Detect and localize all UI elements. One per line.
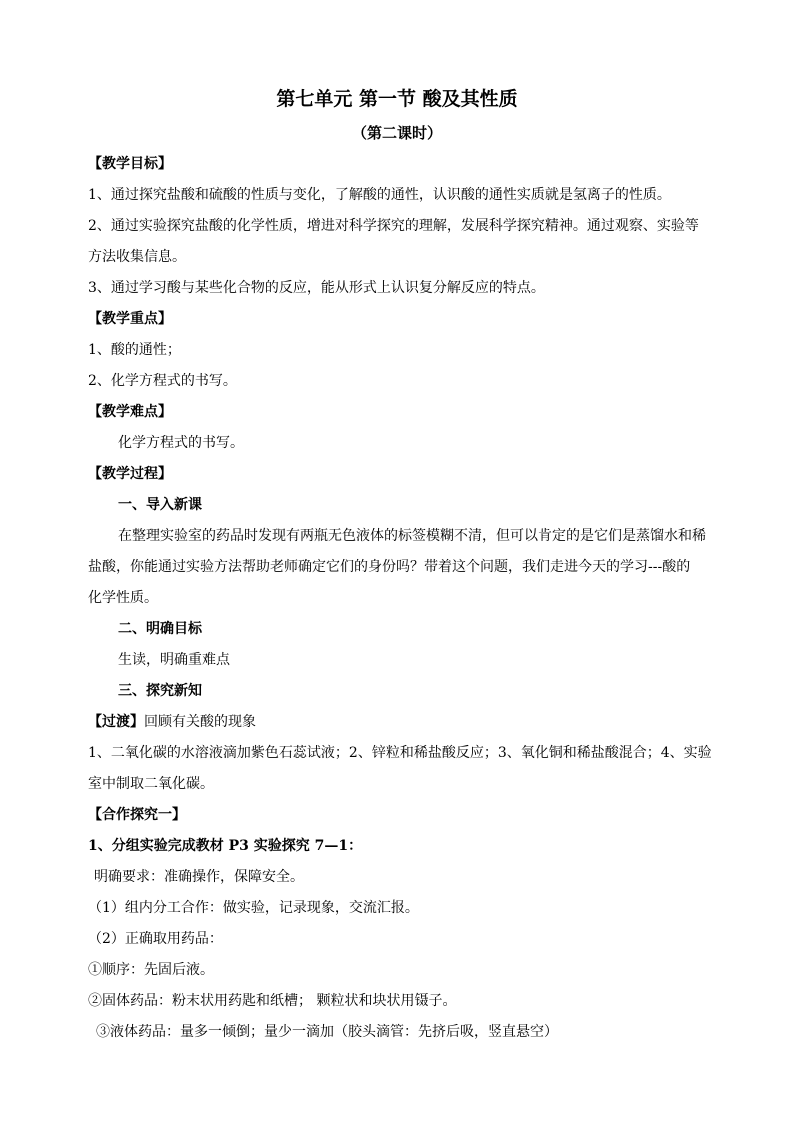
page-title: 第七单元 第一节 酸及其性质	[276, 88, 518, 110]
review-line-2: 室中制取二氧化碳。	[88, 776, 214, 792]
process-heading: 【教学过程】	[88, 466, 172, 482]
coop-heading: 【合作探究一】	[88, 807, 186, 823]
goals-heading: 【教学目标】	[88, 156, 172, 172]
goal-item-2: 2、通过实验探究盐酸的化学性质，增进对科学探究的理解，发展科学探究精神。通过观察、实验等	[88, 218, 699, 234]
key-point-1: 1、酸的通性；	[88, 342, 181, 358]
page-subtitle: （第二课时）	[351, 124, 442, 142]
intro-line-3: 化学性质。	[88, 590, 158, 606]
coop-requirement: 明确要求：准确操作，保障安全。	[94, 869, 304, 885]
transition-label: 【过渡】	[88, 714, 144, 730]
goal-section-text: 生读，明确重难点	[118, 652, 230, 668]
difficulties-heading: 【教学难点】	[88, 404, 172, 420]
goal-item-1: 1、通过探究盐酸和硫酸的性质与变化，了解酸的通性，认识酸的通性实质就是氢离子的性质。	[88, 187, 671, 203]
coop-step-1: （1）组内分工合作：做实验，记录现象，交流汇报。	[88, 900, 419, 916]
review-line-1: 1、二氧化碳的水溶液滴加紫色石蕊试液；2、锌粒和稀盐酸反应；3、氧化铜和稀盐酸混合；4、实验	[88, 745, 712, 761]
coop-step-2: （2）正确取用药品：	[88, 931, 223, 947]
key-point-2: 2、化学方程式的书写。	[88, 373, 237, 389]
explore-heading: 三、探究新知	[118, 683, 202, 699]
coop-step-order: ①顺序：先固后液。	[88, 962, 214, 978]
goal-section-heading: 二、明确目标	[118, 621, 202, 637]
transition-text: 回顾有关酸的现象	[144, 714, 256, 730]
transition-line	[88, 712, 256, 732]
intro-line-2: 盐酸，你能通过实验方法帮助老师确定它们的身份吗？带着这个问题，我们走进今天的学习---酸的	[88, 559, 691, 575]
key-points-heading: 【教学重点】	[88, 311, 172, 327]
coop-step-liquid: ③液体药品：量多一倾倒；量少一滴加（胶头滴管：先挤后吸，竖直悬空）	[96, 1024, 558, 1040]
intro-heading: 一、导入新课	[118, 497, 202, 513]
goal-item-2-cont: 方法收集信息。	[88, 249, 186, 265]
intro-line-1: 在整理实验室的药品时发现有两瓶无色液体的标签模糊不清，但可以肯定的是它们是蒸馏水和稀	[118, 528, 706, 544]
difficulties-text: 化学方程式的书写。	[118, 435, 244, 451]
coop-step-solid: ②固体药品：粉末状用药匙和纸槽； 颗粒状和块状用镊子。	[88, 993, 457, 1009]
goal-item-3: 3、通过学习酸与某些化合物的反应，能从形式上认识复分解反应的特点。	[88, 280, 545, 296]
coop-task: 1、分组实验完成教材 P3 实验探究 7—1：	[88, 838, 363, 854]
